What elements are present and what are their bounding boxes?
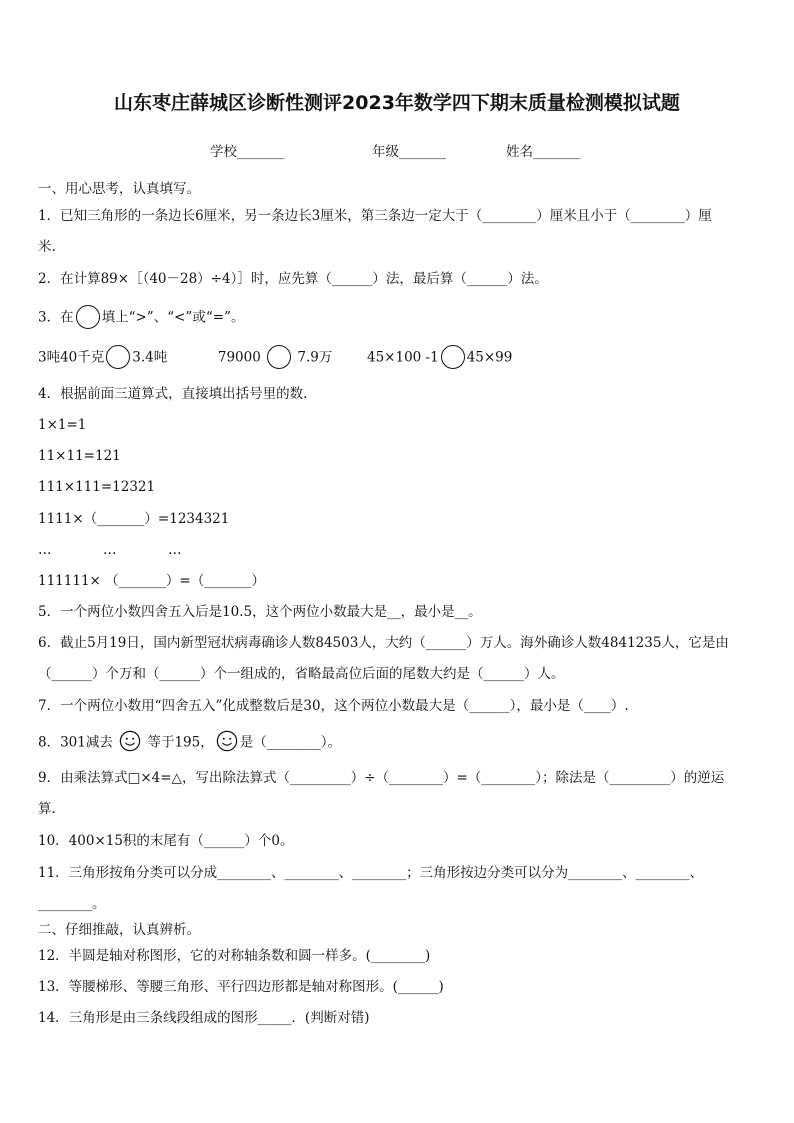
q4-line-4: 1111×（_______）=1234321 xyxy=(38,511,230,527)
name-field: 姓名_______ xyxy=(506,144,581,160)
q3-item-a-left: 3吨40千克 xyxy=(38,349,105,366)
question-7: 7．一个两位小数用“四舍五入”化成整数后是30，这个两位小数最大是（______），最小是（____）. xyxy=(38,698,629,714)
question-2: 2．在计算89×［（40－28）÷4）］时，应先算（______）法，最后算（______）法。 xyxy=(38,271,548,287)
question-9-line-2: 算. xyxy=(38,801,56,817)
question-1-line-2: 米. xyxy=(38,239,56,255)
q3-item-b-right: 7.9万 xyxy=(297,349,333,366)
q3-item-c-left: 45×100 -1 xyxy=(366,349,439,366)
q4-line-6: 111111× （_______）=（_______） xyxy=(38,573,265,589)
question-8-suffix: 是（________）。 xyxy=(239,734,341,751)
question-10: 10．400×15积的末尾有（______）个0。 xyxy=(38,833,294,849)
question-13: 13．等腰梯形、等腰三角形、平行四边形都是轴对称图形。(______) xyxy=(38,979,444,995)
school-field: 学校_______ xyxy=(210,144,285,160)
q4-line-2: 11×11=121 xyxy=(38,448,121,464)
question-1-line-1: 1．已知三角形的一条边长6厘米，另一条边长3厘米，第三条边一定大于（________）厘米且小于（________）厘 xyxy=(38,208,712,224)
question-8 xyxy=(38,732,341,754)
q4-line-3: 111×111=12321 xyxy=(38,479,156,495)
question-6-line-2: （______）个万和（______）个一组成的，省略最高位后面的尾数大约是（______）人。 xyxy=(38,666,565,682)
question-12: 12．半圆是轴对称图形，它的对称轴条数和圆一样多。(________) xyxy=(38,948,431,964)
q3-item-a-right: 3.4吨 xyxy=(132,349,168,366)
question-3-suffix: 填上“>”、“<”或“=”。 xyxy=(101,309,245,326)
compare-circle-icon xyxy=(267,345,291,369)
compare-circle-icon xyxy=(76,305,100,329)
grade-field: 年级_______ xyxy=(372,144,447,160)
question-3-items xyxy=(38,346,512,370)
question-14: 14．三角形是由三条线段组成的图形_____．(判断对错) xyxy=(38,1010,370,1026)
q3-item-c-right: 45×99 xyxy=(466,349,513,366)
question-6-line-1: 6．截止5月19日，国内新型冠状病毒确诊人数84503人，大约（______）万人。海外确诊人数4841235人，它是由 xyxy=(38,635,729,651)
page-title: 山东枣庄薛城区诊断性测评2023年数学四下期末质量检测模拟试题 xyxy=(114,92,680,114)
question-3 xyxy=(38,306,244,330)
question-8-middle: 等于195， xyxy=(147,734,214,751)
smiley-face-icon xyxy=(216,730,238,752)
q3-item-b-left: 79000 xyxy=(217,349,261,366)
question-5: 5．一个两位小数四舍五入后是10.5，这个两位小数最大是__，最小是__。 xyxy=(38,604,482,620)
section-2-heading: 二、仔细推敲，认真辨析。 xyxy=(38,922,200,938)
compare-circle-icon xyxy=(106,345,130,369)
question-8-prefix: 8．301减去 xyxy=(38,734,113,751)
question-11-line-2: ________。 xyxy=(38,896,106,912)
question-4: 4．根据前面三道算式，直接填出括号里的数. xyxy=(38,386,308,402)
q4-line-5: … … … xyxy=(38,542,182,558)
question-11-line-1: 11．三角形按角分类可以分成________、________、________；三角形按边分类可以分为________、________、 xyxy=(38,865,704,881)
question-9-line-1: 9．由乘法算式□×4=△，写出除法算式（_________）÷（________）=（________）；除法是（_________）的逆运 xyxy=(38,770,725,786)
smiley-face-icon xyxy=(119,730,141,752)
compare-circle-icon xyxy=(441,345,465,369)
section-1-heading: 一、用心思考，认真填写。 xyxy=(38,181,200,197)
q4-line-1: 1×1=1 xyxy=(38,417,87,433)
question-3-prefix: 3．在 xyxy=(38,309,74,326)
